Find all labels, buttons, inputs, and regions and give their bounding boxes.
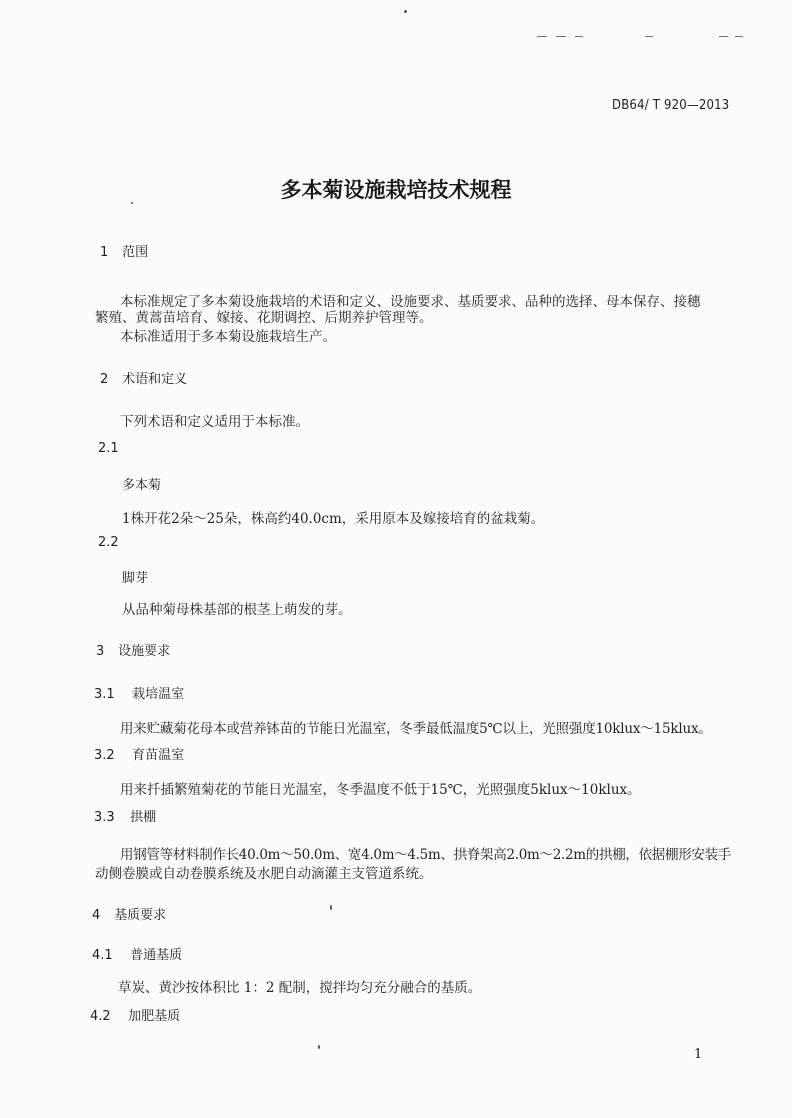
paragraph-line: 下列术语和定义适用于本标准。 — [120, 414, 309, 430]
term-definition: 1株开花2朵～25朵，株高约40.0cm，采用原本及嫁接培育的盆栽菊。 — [122, 511, 545, 527]
scan-speck — [318, 1045, 320, 1049]
section-heading — [96, 640, 170, 659]
scan-mark — [575, 36, 583, 37]
section-title: 术语和定义 — [122, 372, 188, 387]
scan-speck — [330, 905, 332, 910]
section-number: 1 — [100, 245, 109, 260]
section-title: 范围 — [122, 245, 149, 260]
section-title: 设施要求 — [118, 644, 171, 659]
subsection-number: 2.2 — [98, 535, 119, 550]
section-title: 基质要求 — [114, 908, 167, 923]
subsection-number: 3.2 — [94, 748, 115, 763]
paragraph-line: 繁殖、黄蒿苗培育、嫁接、花期调控、后期养护管理等。 — [95, 310, 433, 326]
subsection-heading — [94, 683, 184, 702]
scan-mark — [537, 36, 547, 37]
document-title: 多本菊设施栽培技术规程 — [280, 178, 512, 202]
subsection-number: 4.1 — [92, 948, 113, 963]
page-number: 1 — [694, 1047, 703, 1062]
section-heading — [100, 241, 148, 260]
term-name: 多本菊 — [122, 478, 162, 493]
paragraph-line: 本标准规定了多本菊设施栽培的术语和定义、设施要求、基质要求、品种的选择、母本保存、接穗 — [120, 294, 701, 310]
subsection-number: 2.1 — [98, 441, 119, 456]
subsection-number: 4.2 — [90, 1009, 111, 1024]
standard-number: DB64/ T 920—2013 — [612, 98, 730, 113]
term-definition: 从品种菊母株基部的根茎上萌发的芽。 — [122, 602, 352, 618]
paragraph-line: 草炭、黄沙按体积比 1：2 配制，搅拌均匀充分融合的基质。 — [118, 980, 482, 996]
section-number: 2 — [100, 372, 109, 387]
subsection-title: 普通基质 — [130, 948, 183, 963]
section-heading — [100, 368, 187, 387]
paragraph-line: 用来贮藏菊花母本或营养钵苗的节能日光温室，冬季最低温度5℃以上，光照强度10klux～15klux。 — [120, 721, 712, 737]
section-number: 3 — [96, 644, 105, 659]
subsection-title: 加肥基质 — [128, 1009, 181, 1024]
subsection-heading — [90, 1005, 180, 1024]
subsection-number: 3.1 — [94, 687, 115, 702]
paragraph-line: 动侧卷膜或自动卷膜系统及水肥自动滴灌主支管道系统。 — [95, 866, 433, 882]
subsection-heading — [94, 806, 156, 825]
subsection-heading — [92, 944, 182, 963]
paragraph-line: 用来扦插繁殖菊花的节能日光温室，冬季温度不低于15℃，光照强度5klux～10klux。 — [120, 782, 641, 798]
section-heading — [92, 904, 166, 923]
subsection-heading — [94, 744, 184, 763]
scan-mark — [645, 36, 653, 37]
scan-mark — [556, 36, 566, 37]
subsection-title: 育苗温室 — [132, 748, 185, 763]
scan-speck — [404, 10, 407, 13]
paragraph-line: 用钢管等材料制作长40.0m～50.0m、宽4.0m～4.5m、拱脊架高2.0m～2.2m的拱棚，依据棚形安装手 — [120, 847, 732, 863]
scan-mark — [735, 36, 743, 37]
paragraph-line: 本标准适用于多本菊设施栽培生产。 — [120, 329, 336, 345]
subsection-title: 栽培温室 — [132, 687, 185, 702]
term-name: 脚芽 — [122, 571, 149, 586]
subsection-title: 拱棚 — [130, 810, 157, 825]
section-number: 4 — [92, 908, 101, 923]
scan-mark — [719, 36, 728, 37]
subsection-number: 3.3 — [94, 810, 115, 825]
